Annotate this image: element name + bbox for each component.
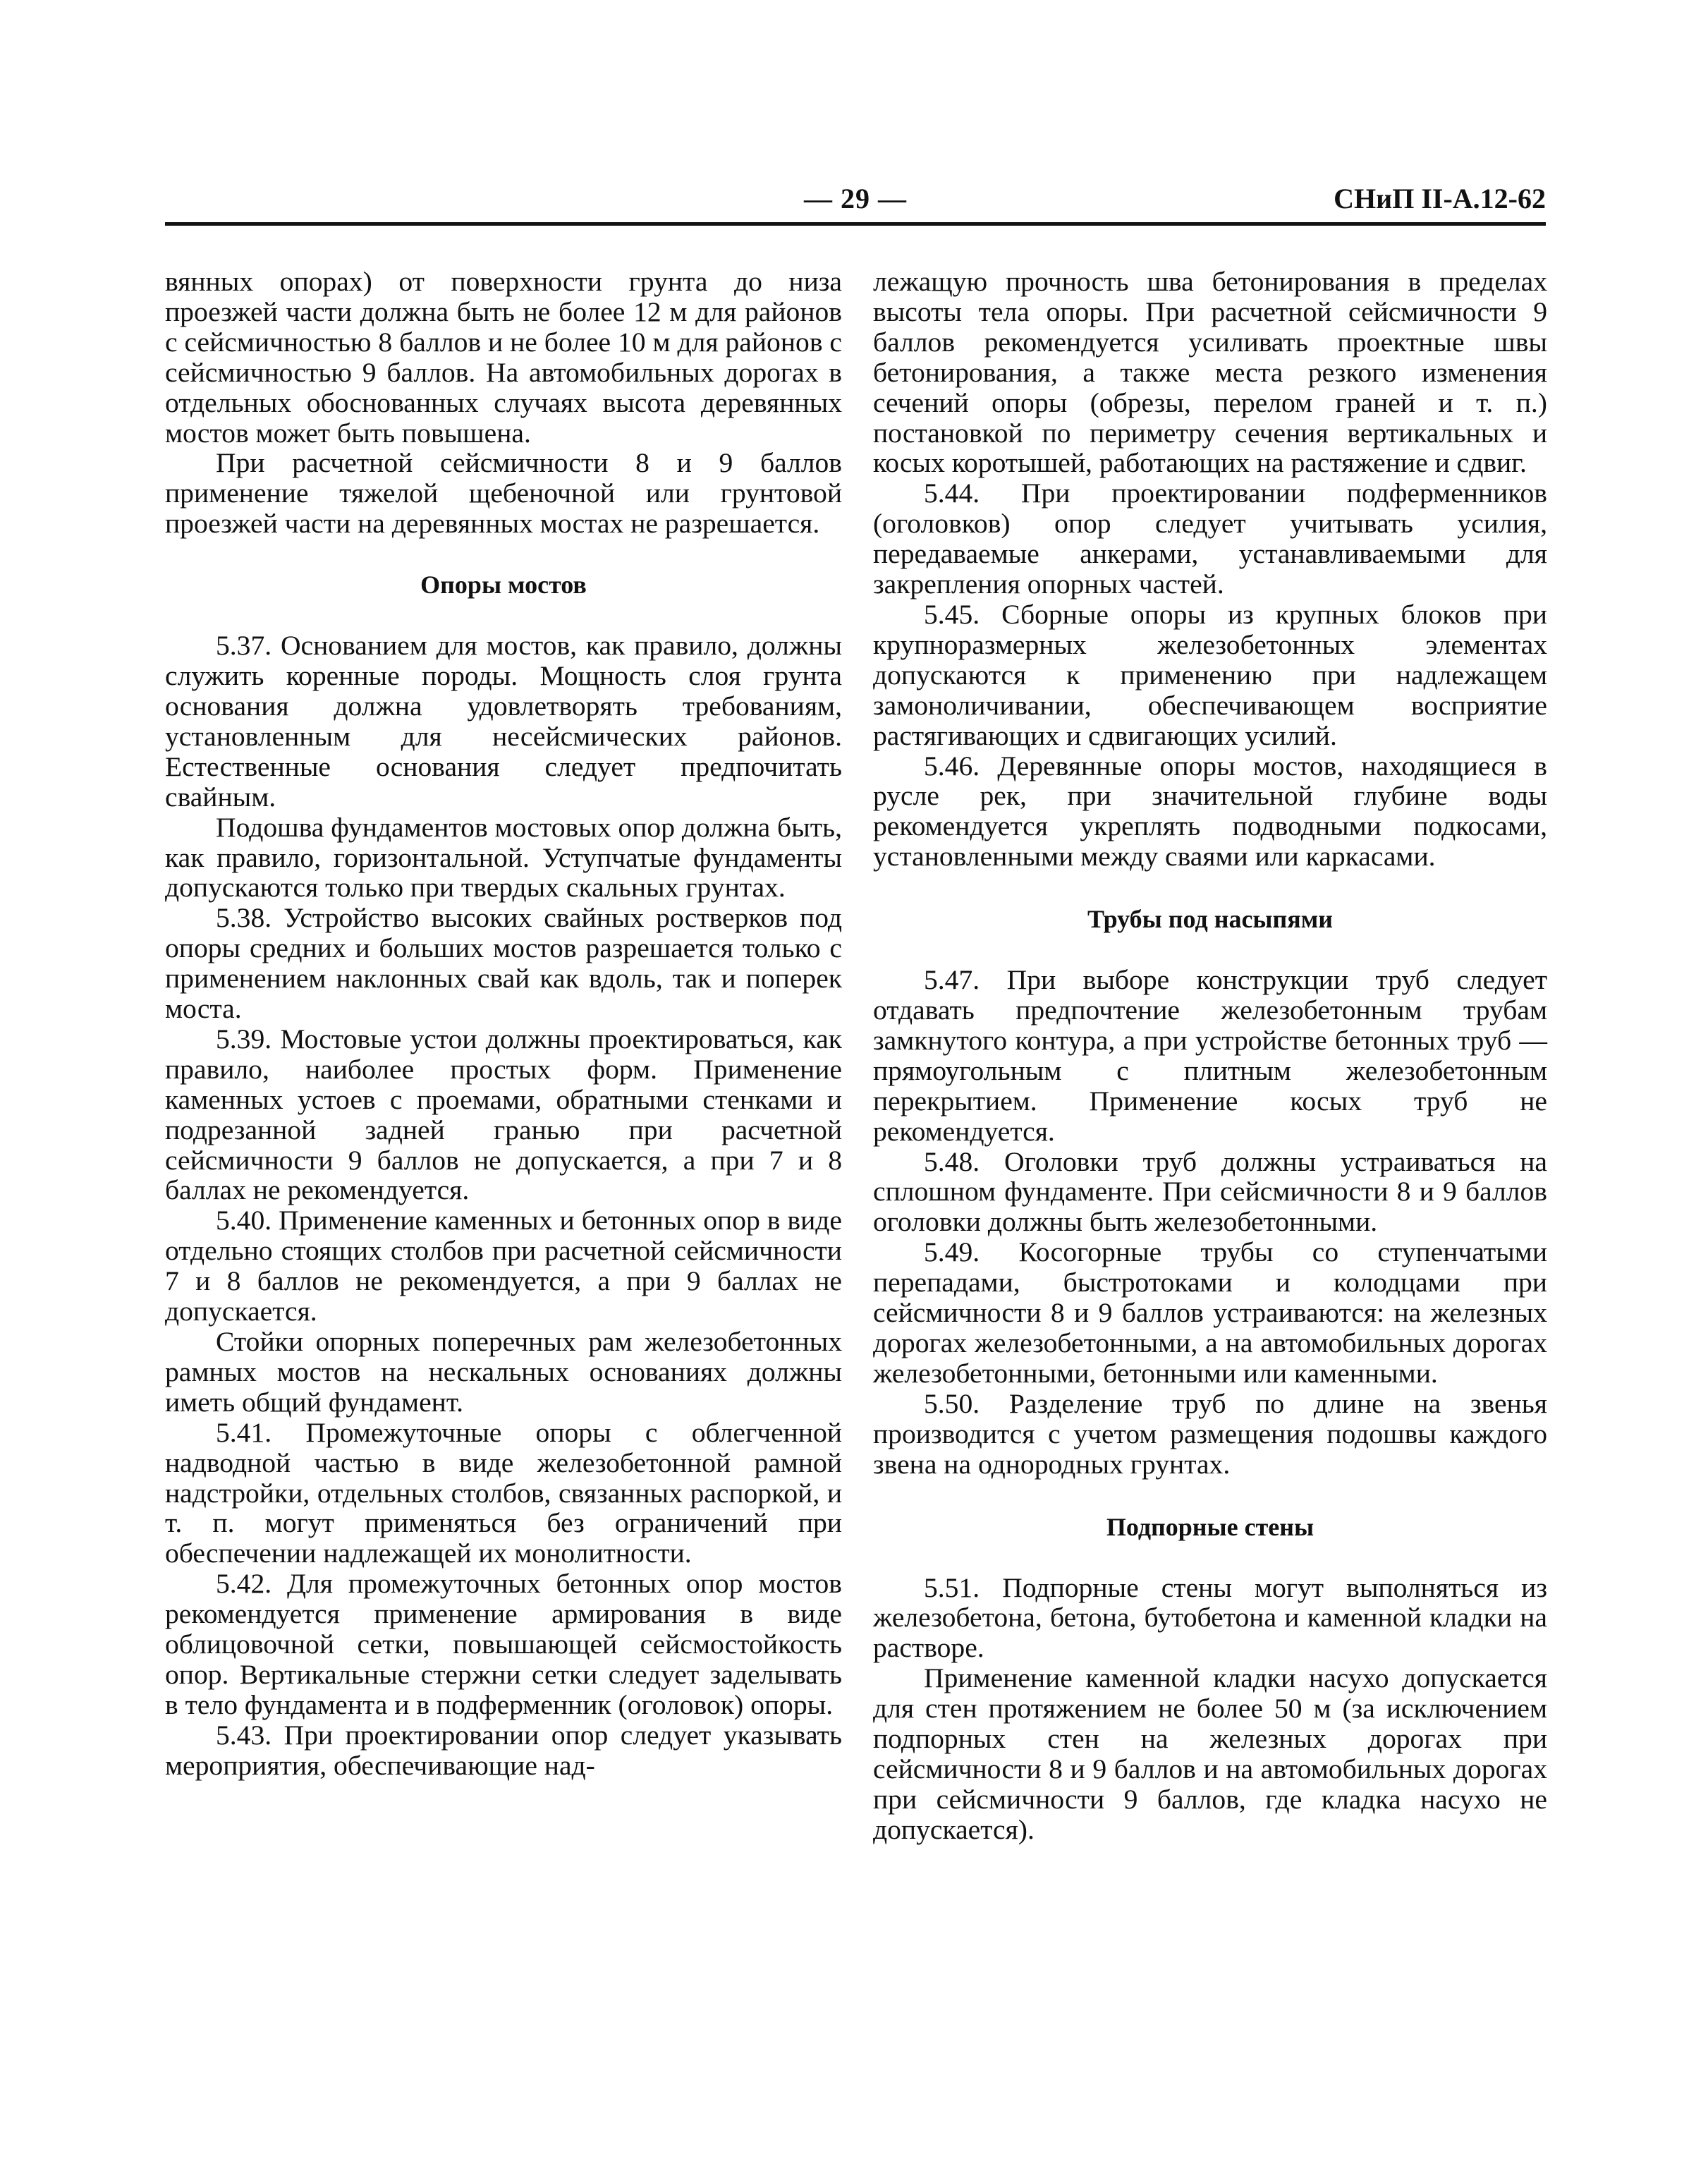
clause-5-42 [165, 1569, 842, 1720]
clause-number: 5.37. [216, 630, 272, 662]
clause-number: 5.38. [216, 902, 272, 934]
clause-5-48 [873, 1147, 1547, 1238]
clause-5-43 [165, 1720, 842, 1781]
clause-5-50 [873, 1389, 1547, 1480]
clause-text: При проектировании подферменников (оголовков) опор следует учитывать усилия, передаваемые анкерами, устанавливаемыми для закрепления опорных частей. [873, 477, 1547, 600]
left-column [165, 267, 842, 1781]
clause-text: Сборные опоры из крупных блоков при крупноразмерных железобетонных элементах допускаются к применению при надлежащем замоноличивании, обеспечивающем восприятие растягивающих и сдвигающих усилий. [873, 598, 1547, 751]
paragraph-continuation: вянных опорах) от поверхности грунта до низа проезжей части должна быть не более 12 м для районов с сейсмичностью 8 баллов и не более 10 м для районов с сейсмичностью 9 баллов. На автомобильных дорогах в отдельных обоснованных случаях высота деревянных мостов может быть повышена. [165, 266, 842, 449]
paragraph: Подошва фундаментов мостовых опор должна быть, как правило, горизонтальной. Уступчатые фундаменты допускаются только при твердых скальных грунтах. [165, 811, 842, 903]
clause-number: 5.49. [924, 1236, 980, 1268]
page-header [165, 182, 1546, 217]
clause-5-41 [165, 1418, 842, 1569]
header-rule [165, 222, 1546, 226]
clause-text: Устройство высоких свайных ростверков под опоры средних и больших мостов разрешается только с применением наклонных свай как вдоль, так и поперек моста. [165, 902, 842, 1025]
clause-5-47 [873, 965, 1547, 1146]
page-number: — 29 — [804, 183, 907, 214]
clause-text: Мостовые устои должны проектироваться, как правило, наиболее простых форм. Применение каменных устоев с проемами, обратными стенками и подрезанной задней гранью при расчетной сейсмичности 9 баллов не допускается, а при 7 и 8 баллах не рекомендуется. [165, 1023, 842, 1206]
clause-text: При проектировании опор следует указывать мероприятия, обеспечивающие над- [165, 1719, 842, 1781]
clause-text: Применение каменных и бетонных опор в виде отдельно стоящих столбов при расчетной сейсмичности 7 и 8 баллов не рекомендуется, а при 9 баллах не допускается. [165, 1205, 842, 1327]
clause-text: При выборе конструкции труб следует отдавать предпочтение железобетонным трубам замкнутого контура, а при устройстве бетонных труб — прямоугольным с плитным железобетонным перекрытием. Применение косых труб не рекомендуется. [873, 964, 1547, 1147]
clause-text: Разделение труб по длине на звенья производится с учетом размещения подошвы каждого звена на однородных грунтах. [873, 1387, 1547, 1480]
clause-text: Деревянные опоры мостов, находящиеся в русле рек, при значительной глубине воды рекомендуется укреплять подводными подкосами, установленными между сваями или каркасами. [873, 750, 1547, 872]
clause-number: 5.43. [216, 1719, 272, 1751]
clause-5-39 [165, 1024, 842, 1205]
clause-5-37 [165, 631, 842, 812]
clause-text: Подпорные стены могут выполняться из железобетона, бетона, бутобетона и каменной кладки на растворе. [873, 1571, 1547, 1664]
clause-number: 5.42. [216, 1568, 272, 1600]
clause-number: 5.44. [924, 477, 980, 509]
clause-number: 5.39. [216, 1023, 272, 1054]
clause-5-49 [873, 1237, 1547, 1389]
clause-text: Косогорные трубы со ступенчатыми перепадами, быстротоками и колодцами при сейсмичности 8 и 9 баллов устраиваются: на железных дорогах железобетонными, а на автомобильных дорогах железобетонными, бетонными или каменными. [873, 1236, 1547, 1389]
clause-5-38 [165, 903, 842, 1024]
clause-text: Основанием для мостов, как правило, должны служить коренные породы. Мощность слоя грунта основания должна удовлетворять требованиям, установленным для несейсмических районов. Естественные основания следует предпочитать свайным. [165, 630, 842, 813]
document-code: СНиП II-А.12-62 [1334, 183, 1546, 214]
right-column [873, 267, 1547, 1845]
clause-number: 5.40. [216, 1205, 272, 1236]
clause-number: 5.48. [924, 1145, 980, 1177]
section-heading-pipes: Трубы под насыпями [1087, 905, 1334, 934]
paragraph: Применение каменной кладки насухо допускается для стен протяжением не более 50 м (за исключением подпорных стен на железных дорогах при сейсмичности 8 и 9 баллов и на автомобильных дорогах при сейсмичности 9 баллов, где кладка насухо не допускается). [873, 1662, 1547, 1845]
clause-text: Для промежуточных бетонных опор мостов рекомендуется применение армирования в виде облицовочной сетки, повышающей сейсмостойкость опор. Вертикальные стержни сетки следует заделывать в тело фундамента и в подферменник (оголовок) опоры. [165, 1568, 842, 1720]
clause-number: 5.46. [924, 750, 980, 781]
clause-number: 5.41. [216, 1416, 272, 1448]
clause-number: 5.50. [924, 1387, 980, 1419]
clause-text: Промежуточные опоры с облегченной надводной частью в виде железобетонной рамной надстройки, отдельных столбов, связанных распоркой, и т. п. могут применяться без ограничений при обеспечении надлежащей их монолитности. [165, 1416, 842, 1569]
paragraph: При расчетной сейсмичности 8 и 9 баллов применение тяжелой щебеночной или грунтовой проезжей части на деревянных мостах не разрешается. [165, 447, 842, 540]
section-heading-bridge-supports: Опоры мостов [420, 571, 587, 600]
clause-5-45 [873, 600, 1547, 751]
clause-5-46 [873, 751, 1547, 872]
clause-text: Оголовки труб должны устраиваться на сплошном фундаменте. При сейсмичности 8 и 9 баллов оголовки должны быть железобетонными. [873, 1145, 1547, 1238]
clause-5-44 [873, 478, 1547, 600]
clause-5-40 [165, 1205, 842, 1327]
paragraph-continuation: лежащую прочность шва бетонирования в пределах высоты тела опоры. При расчетной сейсмичности 9 баллов рекомендуется усиливать проектные швы бетонирования, а также места резкого изменения сечений опоры (обрезы, перелом граней и т. п.) постановкой по периметру сечения вертикальных и косых коротышей, работающих на растяжение и сдвиг. [873, 266, 1547, 479]
section-heading-retaining-walls: Подпорные стены [1106, 1512, 1314, 1541]
clause-5-51 [873, 1573, 1547, 1664]
paragraph: Стойки опорных поперечных рам железобетонных рамных мостов на нескальных основаниях должны иметь общий фундамент. [165, 1326, 842, 1418]
clause-number: 5.51. [924, 1571, 980, 1603]
clause-number: 5.45. [924, 598, 980, 630]
clause-number: 5.47. [924, 964, 980, 996]
